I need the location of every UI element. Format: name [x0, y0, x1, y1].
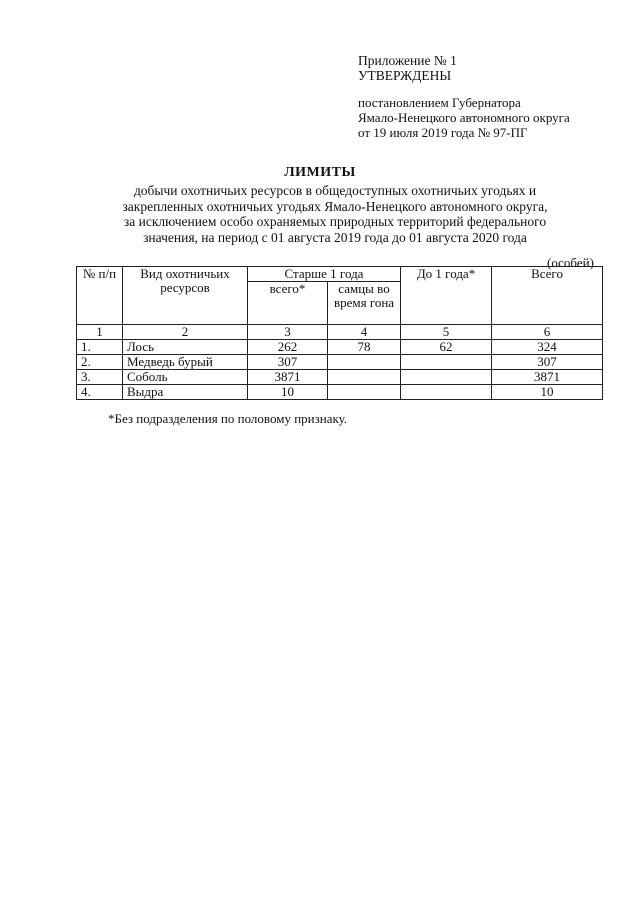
table-row [77, 355, 603, 370]
header-older: Старше 1 года [248, 267, 401, 282]
document-subtitle [95, 183, 575, 245]
row-total: 3871 [492, 370, 603, 385]
row-males-rut: 78 [328, 340, 401, 355]
footnote: *Без подразделения по половому признаку. [108, 411, 348, 426]
approval-line-1: постановлением Губернатора [358, 95, 521, 110]
subtitle-line-2: закрепленных охотничьих угодьях Ямало-Ненецкого автономного округа, [122, 198, 548, 214]
colnum-cell: 4 [328, 325, 401, 340]
header-total-older: всего* [248, 282, 328, 325]
row-males-rut [328, 355, 401, 370]
row-resource: Соболь [123, 370, 248, 385]
row-total-older: 3871 [248, 370, 328, 385]
row-total-older: 262 [248, 340, 328, 355]
subtitle-line-3: за исключением особо охраняемых природных территорий федерального [123, 214, 547, 229]
table-colnum-row [77, 325, 603, 340]
row-resource: Медведь бурый [123, 355, 248, 370]
table-row [77, 370, 603, 385]
subtitle-line-4: значения, на период с 01 августа 2019 года до 01 августа 2020 года [143, 229, 527, 245]
appendix-number: Приложение № 1 [358, 53, 457, 68]
header-under1: До 1 года* [401, 267, 492, 325]
row-total-older: 10 [248, 385, 328, 400]
header-num: № п/п [77, 267, 123, 325]
colnum-cell: 1 [77, 325, 123, 340]
row-total: 10 [492, 385, 603, 400]
approval-reference [358, 95, 570, 140]
limits-table [76, 266, 603, 400]
appendix-block [358, 53, 457, 83]
header-resource: Вид охотничьих ресурсов [123, 267, 248, 325]
row-under1: 62 [401, 340, 492, 355]
header-males-rut: самцы во время гона [328, 282, 401, 325]
table-row [77, 340, 603, 355]
row-under1 [401, 385, 492, 400]
colnum-cell: 3 [248, 325, 328, 340]
colnum-cell: 6 [492, 325, 603, 340]
subtitle-line-1: добычи охотничьих ресурсов в общедоступных охотничьих угодьях и [133, 183, 537, 198]
colnum-cell: 2 [123, 325, 248, 340]
row-males-rut [328, 370, 401, 385]
table-header-row [77, 267, 603, 282]
row-total: 307 [492, 355, 603, 370]
row-resource: Лось [123, 340, 248, 355]
colnum-cell: 5 [401, 325, 492, 340]
row-total: 324 [492, 340, 603, 355]
units-label: (особей) [547, 255, 594, 270]
row-num: 2. [77, 355, 123, 370]
row-resource: Выдра [123, 385, 248, 400]
row-under1 [401, 355, 492, 370]
approval-line-2: Ямало-Ненецкого автономного округа [358, 110, 570, 125]
row-under1 [401, 370, 492, 385]
approved-label: УТВЕРЖДЕНЫ [358, 68, 452, 83]
document-title: ЛИМИТЫ [284, 165, 356, 180]
header-total: Всего [492, 267, 603, 325]
row-males-rut [328, 385, 401, 400]
row-num: 4. [77, 385, 123, 400]
table-row [77, 385, 603, 400]
row-total-older: 307 [248, 355, 328, 370]
row-num: 1. [77, 340, 123, 355]
approval-line-3: от 19 июля 2019 года № 97-ПГ [358, 125, 528, 140]
row-num: 3. [77, 370, 123, 385]
